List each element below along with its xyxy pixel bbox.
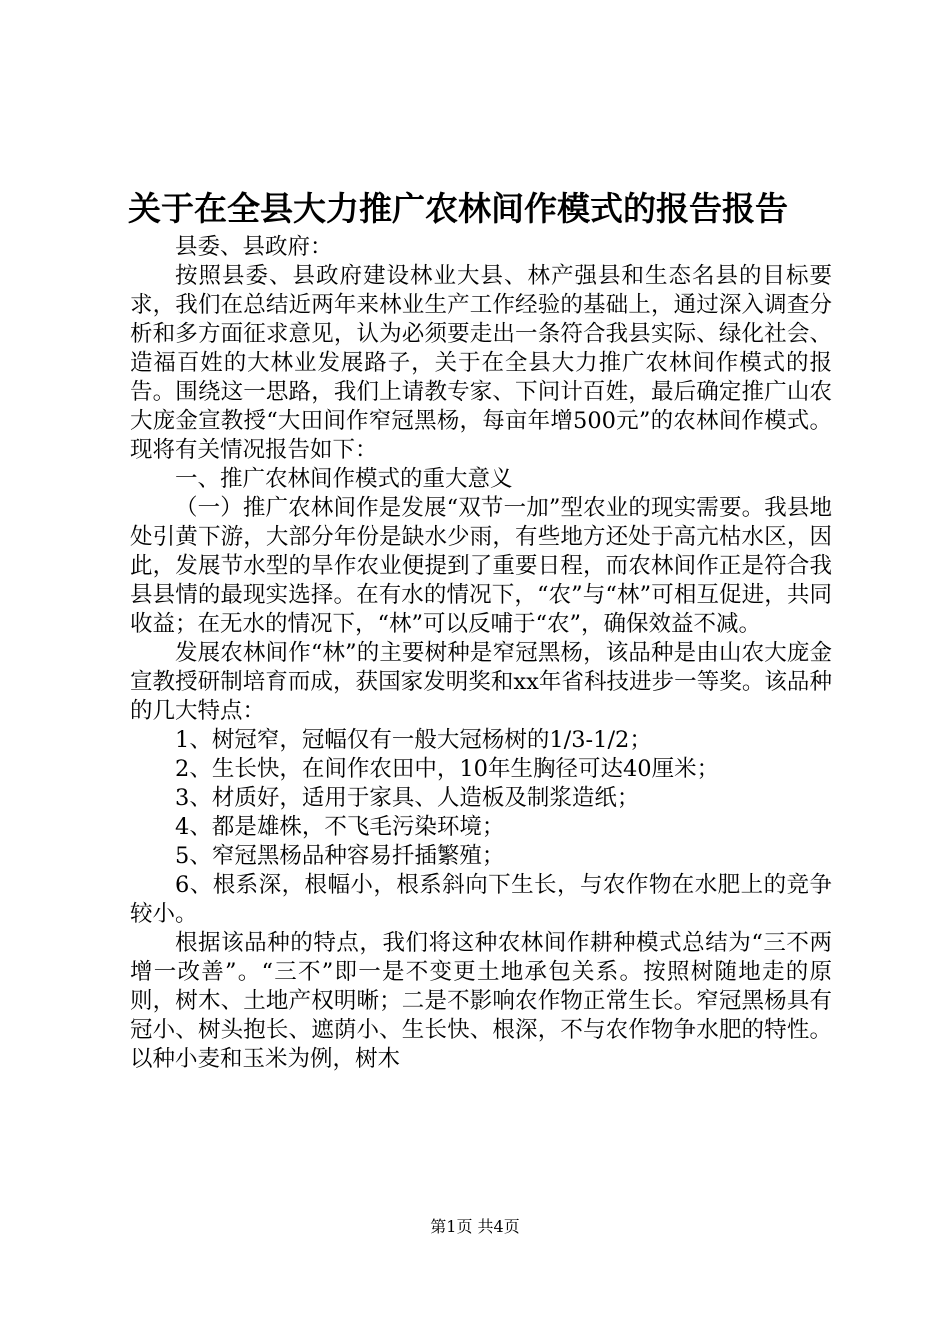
body-paragraph: 根据该品种的特点，我们将这种农林间作耕种模式总结为“三不两增一改善”。“三不”即一是不变更土地承包关系。按照树随地走的原则，树木、土地产权明晰；二是不影响农作物正常生长。窄冠黑杨具有冠小、树头抱长、遮荫小、生长快、根深，不与农作物争水肥的特性。以种小麦和玉米为例，树木 bbox=[130, 930, 832, 1072]
document-body bbox=[130, 233, 832, 1074]
list-item: 5、窄冠黑杨品种容易扦插繁殖； bbox=[175, 843, 505, 869]
list-item: 2、生长快，在间作农田中，10年生胸径可达40厘米； bbox=[175, 756, 720, 782]
body-paragraph: （一）推广农林间作是发展“双节一加”型农业的现实需要。我县地处引黄下游，大部分年份是缺水少雨，有些地方还处于高亢枯水区，因此，发展节水型的旱作农业便提到了重要日程，而农林间作正是符合我县县情的最现实选择。在有水的情况下，“农”与“林”可相互促进，共同收益；在无水的情况下，“林”可以反哺于“农”，确保效益不减。 bbox=[130, 495, 832, 637]
body-paragraph: 按照县委、县政府建设林业大县、林产强县和生态名县的目标要求，我们在总结近两年来林业生产工作经验的基础上，通过深入调查分析和多方面征求意见，认为必须要走出一条符合我县实际、绿化社会、造福百姓的大林业发展路子，关于在全县大力推广农林间作模式的报告。围绕这一思路，我们上请教专家、下问计百姓，最后确定推广山农大庞金宣教授“大田间作窄冠黑杨，每亩年增500元”的农林间作模式。现将有关情况报告如下： bbox=[130, 263, 832, 463]
salutation: 县委、县政府： bbox=[175, 234, 333, 260]
section-heading: 一、推广农林间作模式的重大意义 bbox=[175, 466, 513, 492]
list-item: 4、都是雄株，不飞毛污染环境； bbox=[175, 814, 505, 840]
list-item: 6、根系深，根幅小，根系斜向下生长，与农作物在水肥上的竞争较小。 bbox=[130, 872, 832, 927]
document-title: 关于在全县大力推广农林间作模式的报告报告 bbox=[128, 189, 788, 228]
body-paragraph: 发展农林间作“林”的主要树种是窄冠黑杨，该品种是由山农大庞金宣教授研制培育而成，获国家发明奖和xx年省科技进步一等奖。该品种的几大特点： bbox=[130, 640, 832, 724]
list-item: 3、材质好，适用于家具、人造板及制浆造纸； bbox=[175, 785, 640, 811]
list-item: 1、树冠窄，冠幅仅有一般大冠杨树的1/3-1/2； bbox=[175, 727, 652, 753]
page-footer: 第1页 共4页 bbox=[430, 1217, 520, 1236]
